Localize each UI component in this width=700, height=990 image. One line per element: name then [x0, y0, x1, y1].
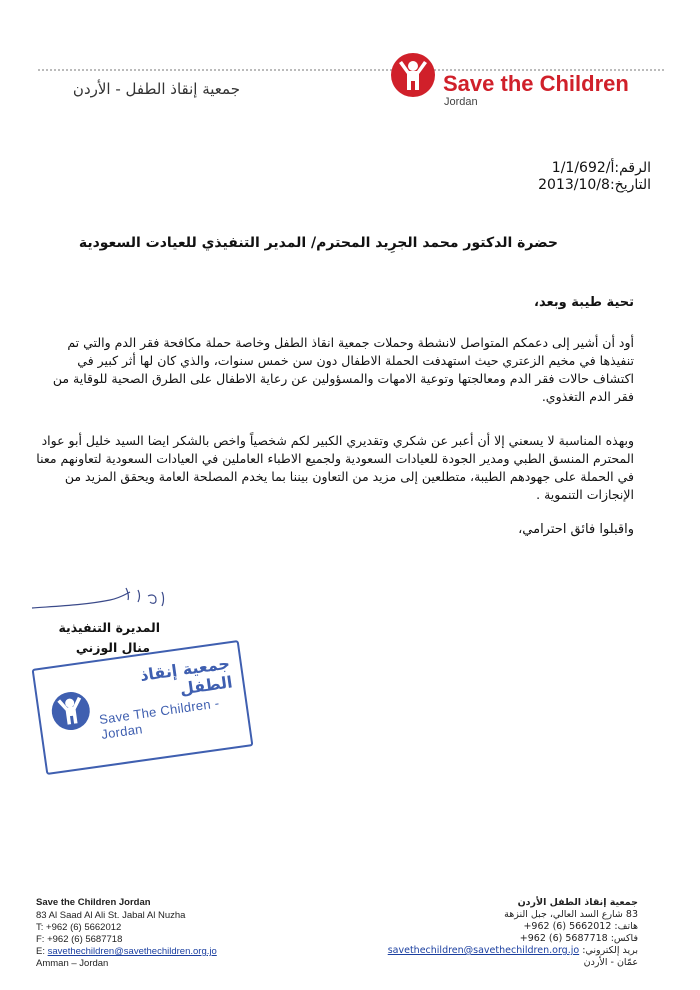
logo-country: Jordan: [444, 96, 478, 108]
signatory-title: المديرة التنفيذية: [58, 620, 160, 635]
logo-name: Save the Children: [443, 71, 629, 96]
footer-telephone: T: +962 (6) 5662012: [36, 922, 122, 933]
footer-email-line-arabic: [388, 945, 638, 956]
greeting: تحية طيبة وبعد،: [534, 295, 634, 310]
footer-address: 83 Al Saad Al Ali St. Jabal Al Nuzha: [36, 910, 186, 921]
footer-address-arabic: 83 شارع السد العالي، جبل النزهة: [504, 909, 638, 920]
footer-city-arabic: عمّان - الأردن: [583, 957, 638, 968]
signatory-name: منال الوزني: [75, 640, 150, 655]
footer-org-name: Save the Children Jordan: [36, 897, 151, 908]
footer-email-link[interactable]: savethechildren@savethechildren.org.jo: [47, 946, 217, 957]
reference-date: التاريخ:2013/10/8: [538, 177, 651, 193]
save-the-children-logo-icon: [390, 52, 436, 98]
stamp-child-icon: [47, 683, 96, 738]
handwritten-signature: [30, 582, 170, 614]
body-paragraph: وبهذه المناسبة لا يسعني إلا أن أعبر عن شكري وتقديري الكبير لكم شخصياً واخص بالشكر ايضا السيد خليل أبو عواد المحترم المنسق الطبي ومدير الجودة للعيادات السعودية ولجميع الاطباء العاملين في العيادات السعودية لتعاونهم معنا في الحملة على جهودهم الطيبة، متطلعين إلى مزيد من التعاون بيننا بما يخدم المصلحة العامة ويحقق المزيد من الإنجازات التنموية .: [36, 433, 634, 502]
body-paragraph: أود أن أشير إلى دعمكم المتواصل لانشطة وحملات جمعية انقاذ الطفل وخاصة حملة مكافحة فقر الدم والتي تم تنفيذها في مخيم الزعتري حيث استهدفت الحملة الاطفال دون سن خمس سنوات، والذي كان لها أثر كبير في اكتشاف حالات فقر الدم ومعالجتها وتوعية الامهات والمسؤولين عن رعاية الاطفال على الطرق الصحية للوقاية من فقر الدم التغذوي.: [52, 335, 634, 404]
stamp-arabic-text: جمعية إنقاذ الطفل: [138, 653, 234, 699]
footer-email-line: [36, 946, 217, 957]
reference-number: الرقم:أ/1/1/692: [551, 160, 651, 176]
footer-fax: F: +962 (6) 5687718: [36, 934, 123, 945]
header-org-arabic: جمعية إنقاذ الطفل - الأردن: [72, 80, 240, 98]
closing-line: واقبلوا فائق احترامي،: [518, 522, 634, 537]
footer-email-link-arabic[interactable]: savethechildren@savethechildren.org.jo: [387, 945, 580, 956]
footer-email-label-arabic: بريد إلكتروني:: [582, 945, 638, 956]
addressee-line: حضرة الدكتور محمد الجرِيد المحترم/ المدير التنفيذي للعيادت السعودية: [78, 235, 558, 251]
organization-stamp: [32, 640, 254, 775]
footer-email-label: E:: [36, 946, 45, 957]
footer-telephone-arabic: هاتف: 5662012 (6) 962+: [523, 921, 638, 932]
stamp-english-text: Save The Children - Jordan: [98, 695, 221, 742]
footer-fax-arabic: فاكس: 5687718 (6) 962+: [519, 933, 638, 944]
footer-org-name-arabic: جمعية إنقاذ الطفل الأردن: [517, 897, 638, 908]
footer-city: Amman – Jordan: [36, 958, 109, 969]
